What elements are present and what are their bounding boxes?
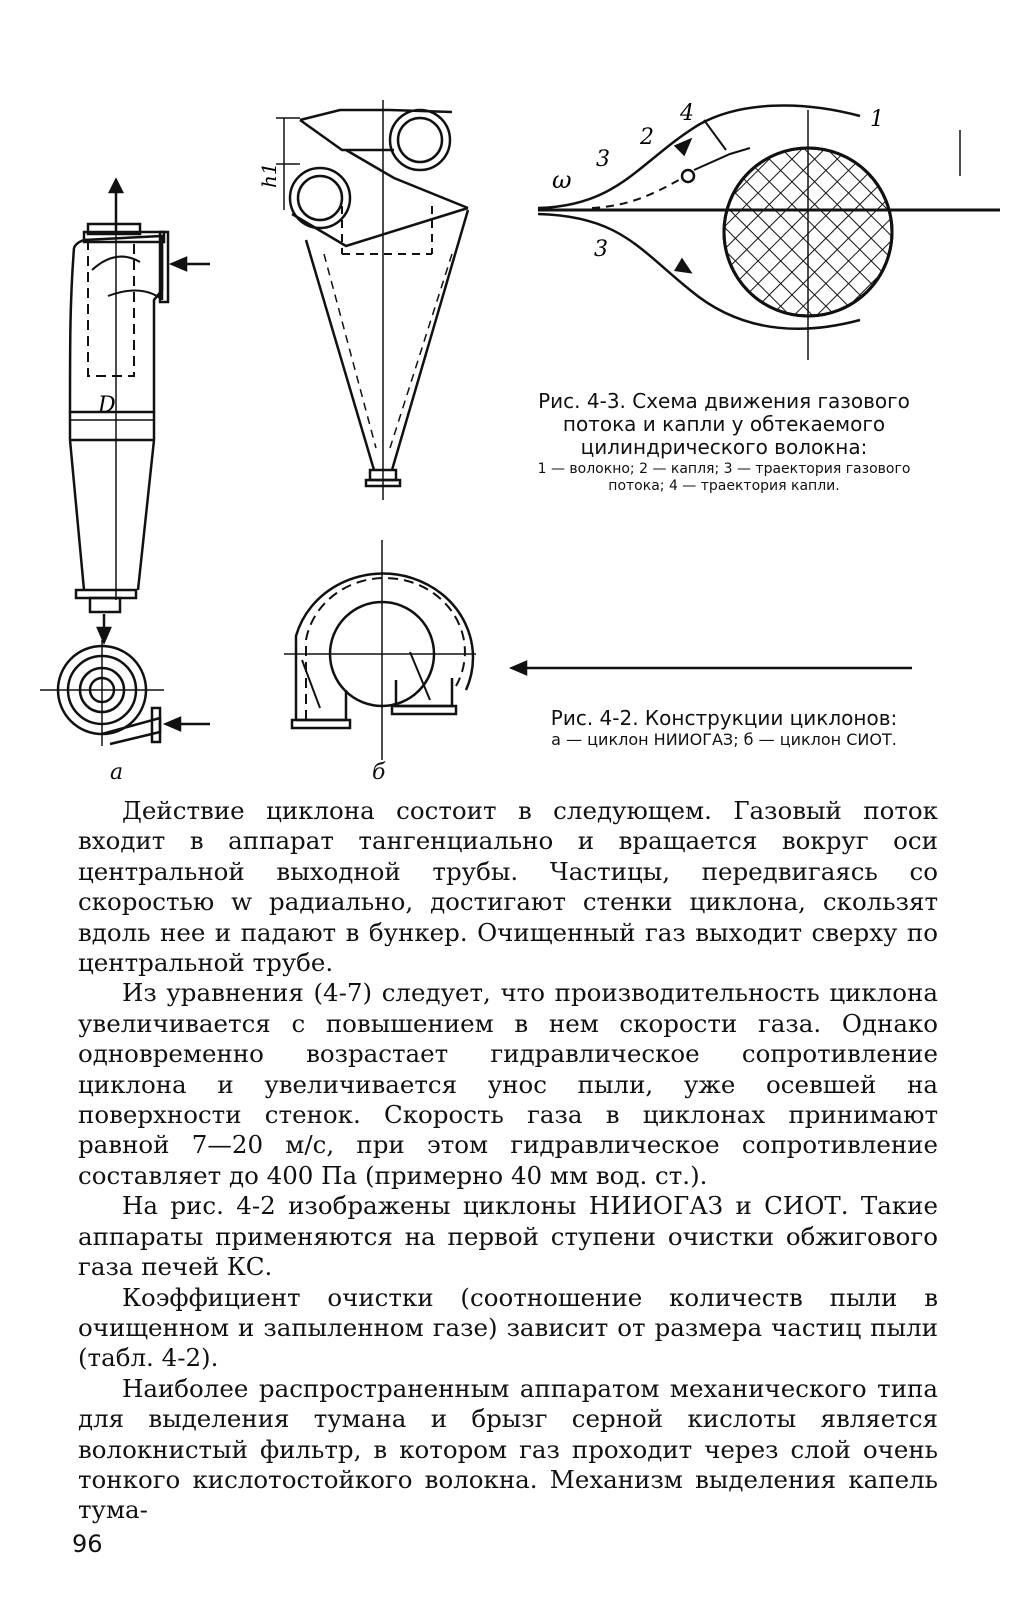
figure-4-3-caption — [514, 390, 934, 495]
cyclone-niiogaz-plan — [40, 640, 210, 746]
label-1: 1 — [870, 107, 884, 132]
label-3b: 3 — [594, 237, 608, 262]
label-2: 2 — [640, 125, 654, 150]
paragraph-4: Коэффициент очистки (соотношение количеств пыли в очищенном и запыленном газе) зависит от размера частиц пыли (табл. 4-2). — [78, 1282, 938, 1373]
body-text — [78, 796, 938, 1526]
caption-pointer-arrow — [512, 662, 912, 674]
label-D: D — [98, 393, 116, 418]
figure-4-3-legend: 1 — волокно; 2 — капля; 3 — траектория газового потока; 4 — траектория капли. — [537, 461, 911, 494]
subfigure-b-label: б — [372, 760, 386, 785]
label-4: 4 — [680, 101, 694, 126]
figure-4-2-caption — [514, 706, 934, 750]
cyclone-siot-plan — [284, 540, 476, 760]
figure-4-2-title: Рис. 4-2. Конструкции циклонов: — [550, 706, 898, 730]
paragraph-1: Действие циклона состоит в следующем. Газовый поток входит в аппарат тангенциально и вращается вокруг оси центральной выходной трубы. Частицы, передвигаясь со скоростью w радиально, достигают стенки циклона, скользят вдоль нее и падают в бункер. Очищенный газ выходит сверху по центральной трубе. — [78, 796, 938, 978]
fiber-flow-scheme — [538, 106, 1000, 360]
cyclone-niiogaz-side — [70, 180, 210, 642]
paragraph-3: На рис. 4-2 изображены циклоны НИИОГАЗ и СИОТ. Такие аппараты применяются на первой ступени очистки обжигового газа печей КС. — [78, 1191, 938, 1282]
label-h1: h1 — [257, 162, 281, 188]
paragraph-5: Наиболее распространенным аппаратом механического типа для выделения тумана и брызг серной кислоты является волокнистый фильтр, в котором газ проходит через слой очень тонкого кислотостойкого волокна. Механизм выделения капель тума- — [78, 1373, 938, 1525]
page-number: 96 — [72, 1530, 103, 1558]
label-3a: 3 — [596, 147, 610, 172]
cyclone-siot-side — [276, 100, 468, 500]
paragraph-2: Из уравнения (4-7) следует, что производительность циклона увеличивается с повышением в нем скорости газа. Однако одновременно возрастает гидравлическое сопротивление циклона и увеличивается унос пыли, уже осевшей на поверхности стенок. Скорость газа в циклонах принимают равной 7—20 м/с, при этом гидравлическое сопротивление составляет до 400 Па (примерно 40 мм вод. ст.). — [78, 978, 938, 1190]
figure-4-2-legend: а — циклон НИИОГАЗ; б — циклон СИОТ. — [551, 730, 897, 749]
figure-4-3-title: Рис. 4-3. Схема движения газового потока и капли у обтекаемого цилиндрического волокна: — [538, 389, 910, 459]
subfigure-a-label: а — [110, 760, 124, 785]
label-omega: ω — [552, 166, 572, 194]
